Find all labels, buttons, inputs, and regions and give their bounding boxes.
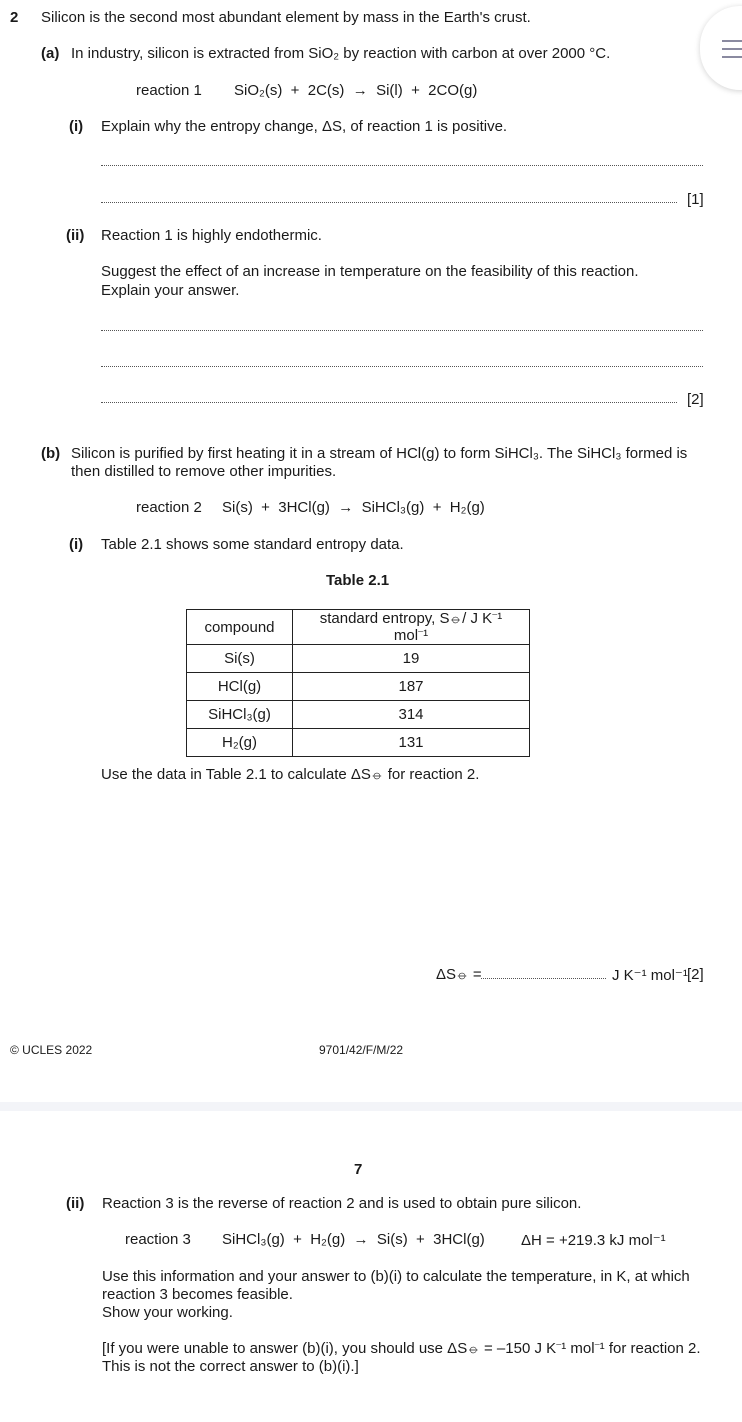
answer-line[interactable] <box>101 202 677 203</box>
reaction-2-equation: Si(s) + 3HCl(g) → SiHCl₃(g) + H₂(g) <box>222 499 485 516</box>
answer-field-delta-s[interactable] <box>481 978 606 979</box>
answer-prefix: ΔS⦵ = <box>436 966 482 983</box>
footer-paper-code: 9701/42/F/M/22 <box>319 1043 404 1057</box>
table-row <box>187 701 530 729</box>
table-title: Table 2.1 <box>326 572 390 589</box>
part-b-label: (b) <box>41 445 61 462</box>
part-b-line2: then distilled to remove other impurities. <box>71 463 337 480</box>
table-cell-compound: Si(s) <box>187 645 293 673</box>
table-row <box>187 673 530 701</box>
menu-icon-bar <box>722 48 742 50</box>
table-cell-compound: H₂(g) <box>187 729 293 757</box>
question-number: 2 <box>10 9 19 26</box>
part-b-ii-line1: Use this information and your answer to (b)(i) to calculate the temperature, in K, at which <box>102 1268 690 1285</box>
part-a-ii-label: (ii) <box>66 227 85 244</box>
marks-a-ii: [2] <box>687 391 704 408</box>
part-a-ii-text1: Reaction 1 is highly endothermic. <box>101 227 322 244</box>
table-cell-entropy: 187 <box>293 673 530 701</box>
menu-icon <box>722 40 742 42</box>
table-row <box>187 645 530 673</box>
part-a-ii-text3: Explain your answer. <box>101 282 240 299</box>
table-cell-entropy: 131 <box>293 729 530 757</box>
reaction-1-equation: SiO₂(s) + 2C(s) → Si(l) + 2CO(g) <box>234 82 478 99</box>
reaction-3-equation: SiHCl₃(g) + H₂(g) → Si(s) + 3HCl(g) <box>222 1231 485 1248</box>
menu-button[interactable] <box>700 6 742 90</box>
answer-units: J K⁻¹ mol⁻¹ <box>612 967 688 984</box>
answer-line[interactable] <box>101 402 677 403</box>
part-a-text: In industry, silicon is extracted from SiO₂ by reaction with carbon at over 2000 °C. <box>71 45 611 62</box>
question-intro: Silicon is the second most abundant element by mass in the Earth's crust. <box>41 9 531 26</box>
entropy-table <box>186 609 530 757</box>
menu-icon-bar <box>722 56 742 58</box>
part-b-ii-line2: reaction 3 becomes feasible. <box>102 1286 293 1303</box>
part-b-i-instruction: Use the data in Table 2.1 to calculate ΔS⦵ for reaction 2. <box>101 766 480 783</box>
reaction-1-label: reaction 1 <box>136 82 202 99</box>
answer-line[interactable] <box>101 330 703 331</box>
page-separator <box>0 1102 742 1111</box>
table-cell-compound: SiHCl₃(g) <box>187 701 293 729</box>
answer-line[interactable] <box>101 366 703 367</box>
part-b-ii-note1: [If you were unable to answer (b)(i), you should use ΔS⦵ = –150 J K⁻¹ mol⁻¹ for reaction 2. <box>102 1340 701 1357</box>
part-b-line1: Silicon is purified by first heating it in a stream of HCl(g) to form SiHCl₃. The SiHCl₃ formed is <box>71 445 688 462</box>
part-a-i-label: (i) <box>69 118 84 135</box>
part-b-ii-label: (ii) <box>66 1195 85 1212</box>
part-b-i-text: Table 2.1 shows some standard entropy data. <box>101 536 404 553</box>
part-a-ii-text2: Suggest the effect of an increase in temperature on the feasibility of this reaction. <box>101 263 639 280</box>
table-header-row <box>187 610 530 645</box>
reaction-3-enthalpy: ΔH = +219.3 kJ mol⁻¹ <box>521 1232 666 1249</box>
table-cell-entropy: 314 <box>293 701 530 729</box>
footer-copyright: © UCLES 2022 <box>10 1043 93 1057</box>
part-a-i-text: Explain why the entropy change, ΔS, of reaction 1 is positive. <box>101 118 508 135</box>
table-header: standard entropy, S⦵/ J K⁻¹ mol⁻¹ <box>293 610 530 645</box>
table-header: compound <box>187 610 293 645</box>
table-row <box>187 729 530 757</box>
reaction-3-label: reaction 3 <box>125 1231 191 1248</box>
table-cell-entropy: 19 <box>293 645 530 673</box>
part-b-ii-note2: This is not the correct answer to (b)(i).] <box>102 1358 359 1375</box>
part-b-ii-line3: Show your working. <box>102 1304 233 1321</box>
reaction-2-label: reaction 2 <box>136 499 202 516</box>
answer-line[interactable] <box>101 165 703 166</box>
marks-b-i: [2] <box>687 966 704 983</box>
part-a-label: (a) <box>41 45 60 62</box>
part-b-i-label: (i) <box>69 536 84 553</box>
part-b-ii-text: Reaction 3 is the reverse of reaction 2 and is used to obtain pure silicon. <box>102 1195 582 1212</box>
marks-a-i: [1] <box>687 191 704 208</box>
table-cell-compound: HCl(g) <box>187 673 293 701</box>
page-number: 7 <box>354 1161 363 1178</box>
